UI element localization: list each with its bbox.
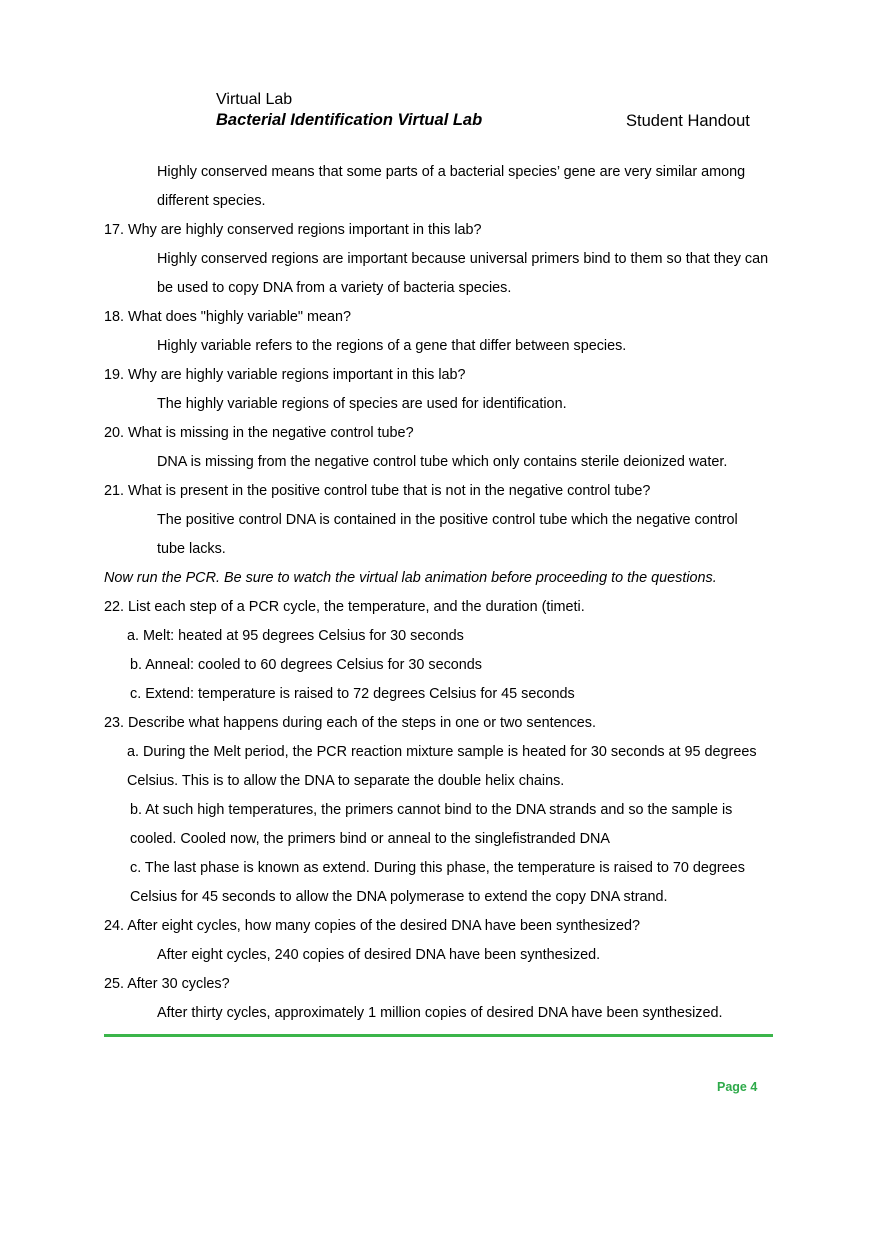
answer-line: After eight cycles, 240 copies of desired DNA have been synthesized. <box>157 947 601 963</box>
answer-line: Celsius. This is to allow the DNA to separate the double helix chains. <box>127 773 565 789</box>
instruction-note: Now run the PCR. Be sure to watch the virtual lab animation before proceeding to the questions. <box>104 570 717 586</box>
answer-line: a. Melt: heated at 95 degrees Celsius for 30 seconds <box>127 628 464 644</box>
answer-line: a. During the Melt period, the PCR reaction mixture sample is heated for 30 seconds at 95 degrees <box>127 744 757 760</box>
answer-line: Highly conserved regions are important because universal primers bind to them so that they can <box>157 251 769 267</box>
answer-line: b. At such high temperatures, the primers cannot bind to the DNA strands and so the sample is <box>130 802 733 818</box>
question-23: 23. Describe what happens during each of the steps in one or two sentences. <box>104 715 596 731</box>
footer-rule <box>104 1034 773 1037</box>
header-student-handout: Student Handout <box>626 112 750 130</box>
question-22: 22. List each step of a PCR cycle, the temperature, and the duration (timeti. <box>104 599 585 615</box>
answer-line: Celsius for 45 seconds to allow the DNA polymerase to extend the copy DNA strand. <box>130 889 668 905</box>
question-18: 18. What does "highly variable" mean? <box>104 309 352 325</box>
header-subtitle: Bacterial Identification Virtual Lab <box>216 111 483 129</box>
answer-line: The positive control DNA is contained in the positive control tube which the negative control <box>157 512 738 528</box>
answer-line: Highly conserved means that some parts of a bacterial species’ gene are very similar among <box>157 164 746 180</box>
question-20: 20. What is missing in the negative control tube? <box>104 425 414 441</box>
answer-line: After thirty cycles, approximately 1 million copies of desired DNA have been synthesized. <box>157 1005 723 1021</box>
answer-line: The highly variable regions of species are used for identification. <box>157 396 567 412</box>
answer-line: tube lacks. <box>157 541 226 557</box>
question-19: 19. Why are highly variable regions important in this lab? <box>104 367 466 383</box>
answer-line: c. Extend: temperature is raised to 72 degrees Celsius for 45 seconds <box>130 686 575 702</box>
answer-line: cooled. Cooled now, the primers bind or anneal to the singlefistranded DNA <box>130 831 610 847</box>
answer-line: DNA is missing from the negative control tube which only contains sterile deionized water. <box>157 454 728 470</box>
answer-line: Highly variable refers to the regions of a gene that differ between species. <box>157 338 627 354</box>
answer-line: b. Anneal: cooled to 60 degrees Celsius for 30 seconds <box>130 657 483 673</box>
page-number: Page 4 <box>717 1080 758 1094</box>
question-17: 17. Why are highly conserved regions important in this lab? <box>104 222 482 238</box>
question-21: 21. What is present in the positive control tube that is not in the negative control tube? <box>104 483 651 499</box>
answer-line: c. The last phase is known as extend. During this phase, the temperature is raised to 70 degrees <box>130 860 745 876</box>
header-title: Virtual Lab <box>216 91 293 108</box>
answer-line: be used to copy DNA from a variety of bacteria species. <box>157 280 512 296</box>
question-24: 24. After eight cycles, how many copies of the desired DNA have been synthesized? <box>104 918 640 934</box>
question-25: 25. After 30 cycles? <box>104 976 230 992</box>
answer-line: different species. <box>157 193 266 209</box>
